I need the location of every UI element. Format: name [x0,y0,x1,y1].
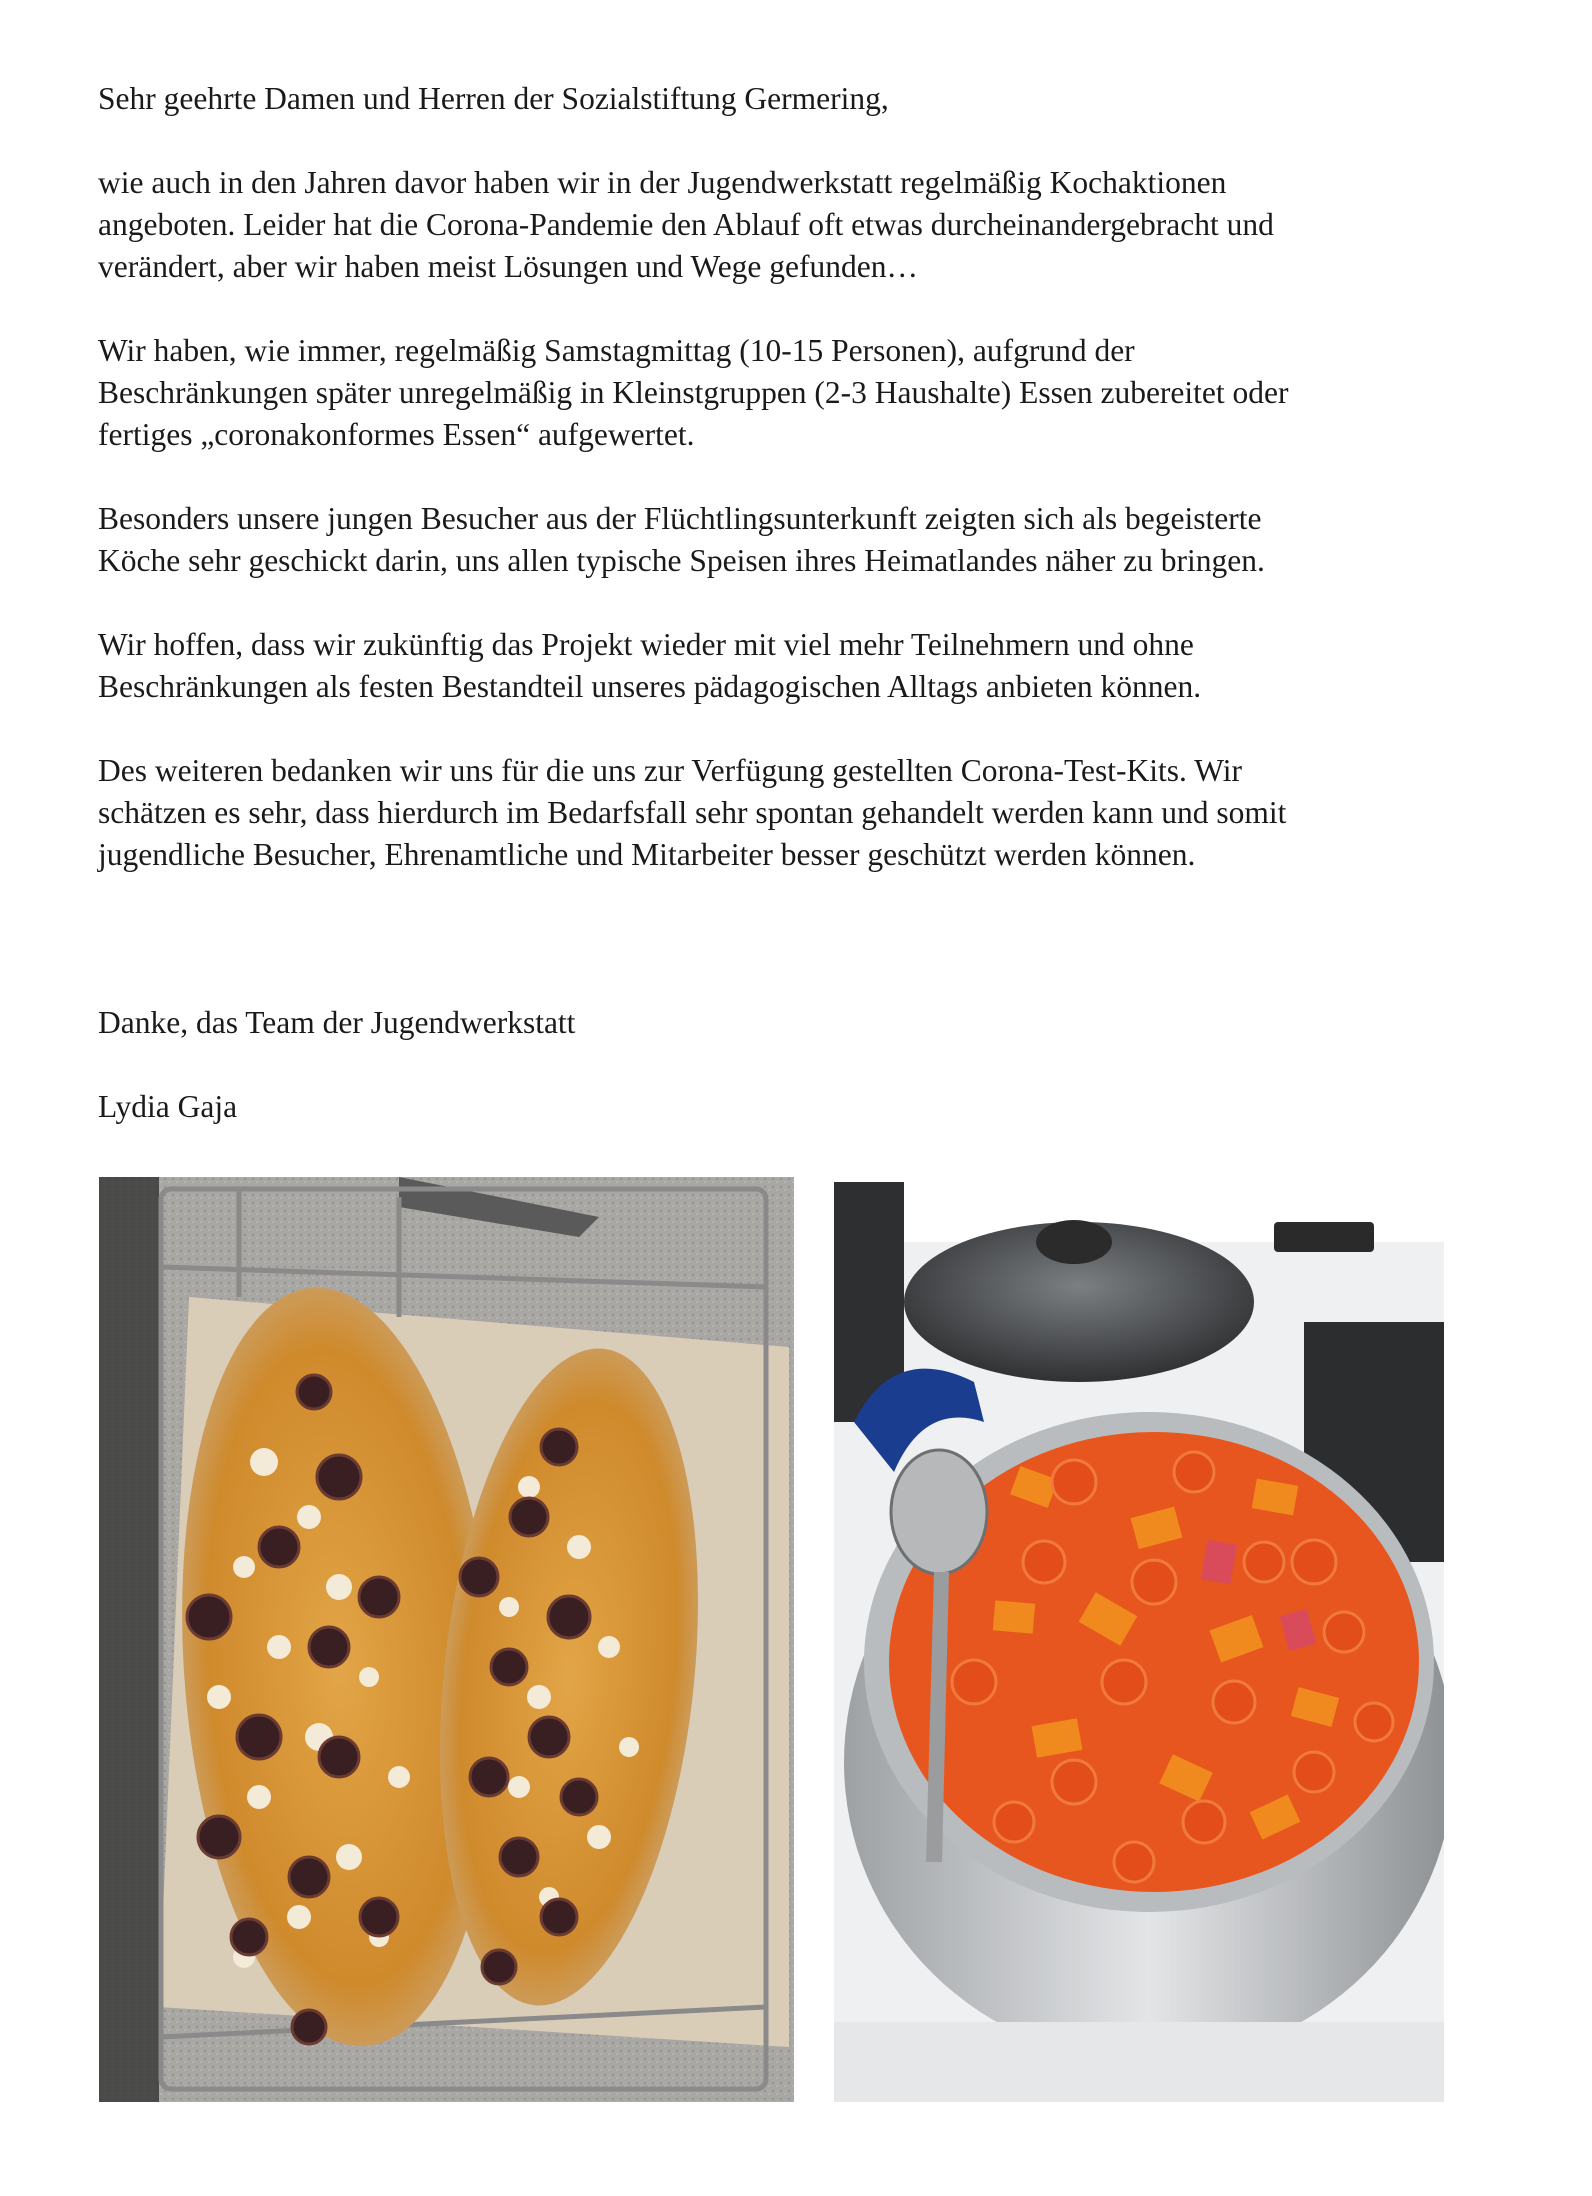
signature-name: Lydia Gaja [98,1089,238,1124]
paragraph-line: Beschränkungen als festen Bestandteil unseres pädagogischen Alltags anbieten können. [98,669,1202,704]
paragraph-line: angeboten. Leider hat die Corona-Pandemie den Ablauf oft etwas durcheinandergebracht und [98,207,1274,242]
paragraph-hopes [98,624,1518,708]
paragraph-cooking-events [98,162,1518,288]
paragraph-line: Wir haben, wie immer, regelmäßig Samstagmittag (10-15 Personen), aufgrund der [98,333,1135,368]
paragraph-line: verändert, aber wir haben meist Lösungen und Wege gefunden… [98,249,918,284]
paragraph-line: fertiges „coronakonformes Essen“ aufgewertet. [98,417,695,452]
paragraph-line: Beschränkungen später unregelmäßig in Kleinstgruppen (2-3 Haushalte) Essen zubereitet oder [98,375,1289,410]
paragraph-line: wie auch in den Jahren davor haben wir in der Jugendwerkstatt regelmäßig Kochaktionen [98,165,1227,200]
carrot-pot-photo [834,1182,1444,2102]
flatbread-image [99,1177,794,2102]
carrot-pot-image [834,1182,1444,2102]
flatbread-photo [99,1177,794,2102]
closing-line: Danke, das Team der Jugendwerkstatt [98,1005,576,1040]
letter-body [98,78,1518,1170]
paragraph-line: Wir hoffen, dass wir zukünftig das Projekt wieder mit viel mehr Teilnehmern und ohne [98,627,1194,662]
paragraph-line: Des weiteren bedanken wir uns für die uns zur Verfügung gestellten Corona-Test-Kits. Wir [98,753,1242,788]
paragraph-line: schätzen es sehr, dass hierdurch im Bedarfsfall sehr spontan gehandelt werden kann und somit [98,795,1287,830]
salutation [98,78,1518,120]
paragraph-line: jugendliche Besucher, Ehrenamtliche und Mitarbeiter besser geschützt werden können. [98,837,1196,872]
closing [98,1002,1518,1044]
salutation-line: Sehr geehrte Damen und Herren der Sozialstiftung Germering, [98,81,889,116]
paragraph-line: Besonders unsere jungen Besucher aus der Flüchtlingsunterkunft zeigten sich als begeisterte [98,501,1262,536]
paragraph-saturday-lunch [98,330,1518,456]
signature [98,1086,1518,1128]
paragraph-line: Köche sehr geschickt darin, uns allen typische Speisen ihres Heimatlandes näher zu bringen. [98,543,1265,578]
paragraph-test-kits [98,750,1518,876]
paragraph-young-visitors [98,498,1518,582]
